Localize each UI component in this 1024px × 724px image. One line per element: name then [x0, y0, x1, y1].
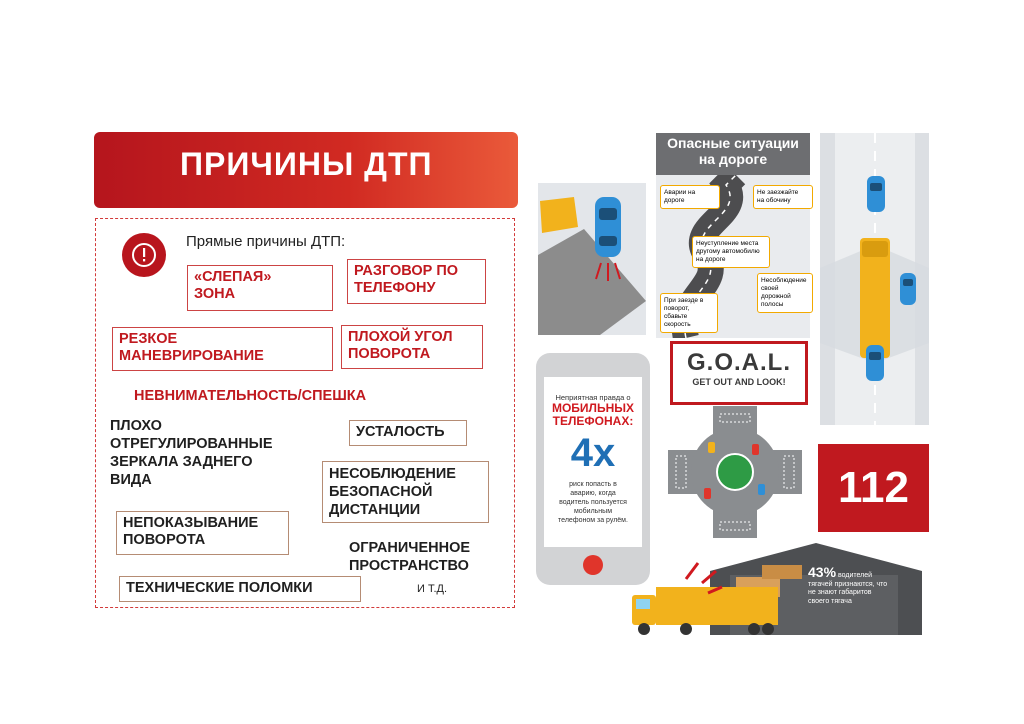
danger-bubble-shoulder: Не заезжайте на обочину	[753, 185, 813, 209]
emergency-number: 112	[838, 463, 909, 512]
alert-icon	[122, 233, 166, 277]
page-title: ПРИЧИНЫ ДТП	[180, 146, 433, 182]
blind-zone-illustration	[538, 183, 646, 335]
danger-bubble-yield: Неуступление места другому автомобилю на дороге	[692, 236, 770, 268]
phone-content: Неприятная правда о МОБИЛЬНЫХ ТЕЛЕФОНАХ: 4x риск попасть в аварию, когда водитель пользуется мобильным телефоном за рулём.	[544, 393, 642, 525]
roundabout-illustration	[668, 406, 802, 538]
phone-risk-multiplier: 4x	[570, 431, 616, 475]
etc-label: И Т.Д.	[417, 583, 448, 595]
cause-tech-failure: ТЕХНИЧЕСКИЕ ПОЛОМКИ	[119, 576, 361, 602]
danger-panel	[656, 133, 810, 338]
highway-truck-illustration	[820, 133, 929, 425]
cause-no-signal: НЕПОКАЗЫВАНИЕ ПОВОРОТА	[116, 511, 289, 555]
cause-inattention: НЕВНИМАТЕЛЬНОСТЬ/СПЕШКА	[134, 388, 367, 404]
cause-phone-talk: РАЗГОВОР ПО ТЕЛЕФОНУ	[347, 259, 486, 304]
truck-stat-text: 43% водителей тягачей признаются, что не знают габаритов своего тягача	[808, 564, 888, 605]
phone-home-button	[583, 555, 603, 575]
cause-limited-space: ОГРАНИЧЕННОЕ ПРОСТРАНСТВО	[349, 540, 471, 574]
cause-blind-zone: «СЛЕПАЯ» ЗОНА	[187, 265, 333, 311]
danger-bubble-speed: При заезде в поворот, сбавьте скорость	[660, 293, 718, 333]
cause-fatigue: УСТАЛОСТЬ	[349, 420, 467, 446]
goal-sign: G.O.A.L. GET OUT AND LOOK!	[670, 341, 808, 405]
cause-bad-angle: ПЛОХОЙ УГОЛ ПОВОРОТА	[341, 325, 483, 369]
cause-sharp-maneuver: РЕЗКОЕ МАНЕВРИРОВАНИЕ	[112, 327, 333, 371]
danger-title: Опасные ситуации на дороге	[667, 135, 799, 167]
danger-bubble-accidents: Аварии на дороге	[660, 185, 720, 209]
danger-bubble-lane: Несоблюдение своей дорожной полосы	[757, 273, 813, 313]
emergency-number-tile	[818, 444, 929, 532]
cause-distance: НЕСОБЛЮДЕНИЕ БЕЗОПАСНОЙ ДИСТАНЦИИ	[322, 461, 489, 523]
phone-caption: риск попасть в аварию, когда водитель пользуется мобильным телефоном за рулём.	[558, 481, 628, 524]
cause-mirrors: ПЛОХО ОТРЕГУЛИРОВАННЫЕ ЗЕРКАЛА ЗАДНЕГО ВИДА	[110, 418, 273, 488]
direct-causes-heading: Прямые причины ДТП:	[186, 233, 346, 250]
truck-stat-percent: 43%	[808, 564, 837, 580]
